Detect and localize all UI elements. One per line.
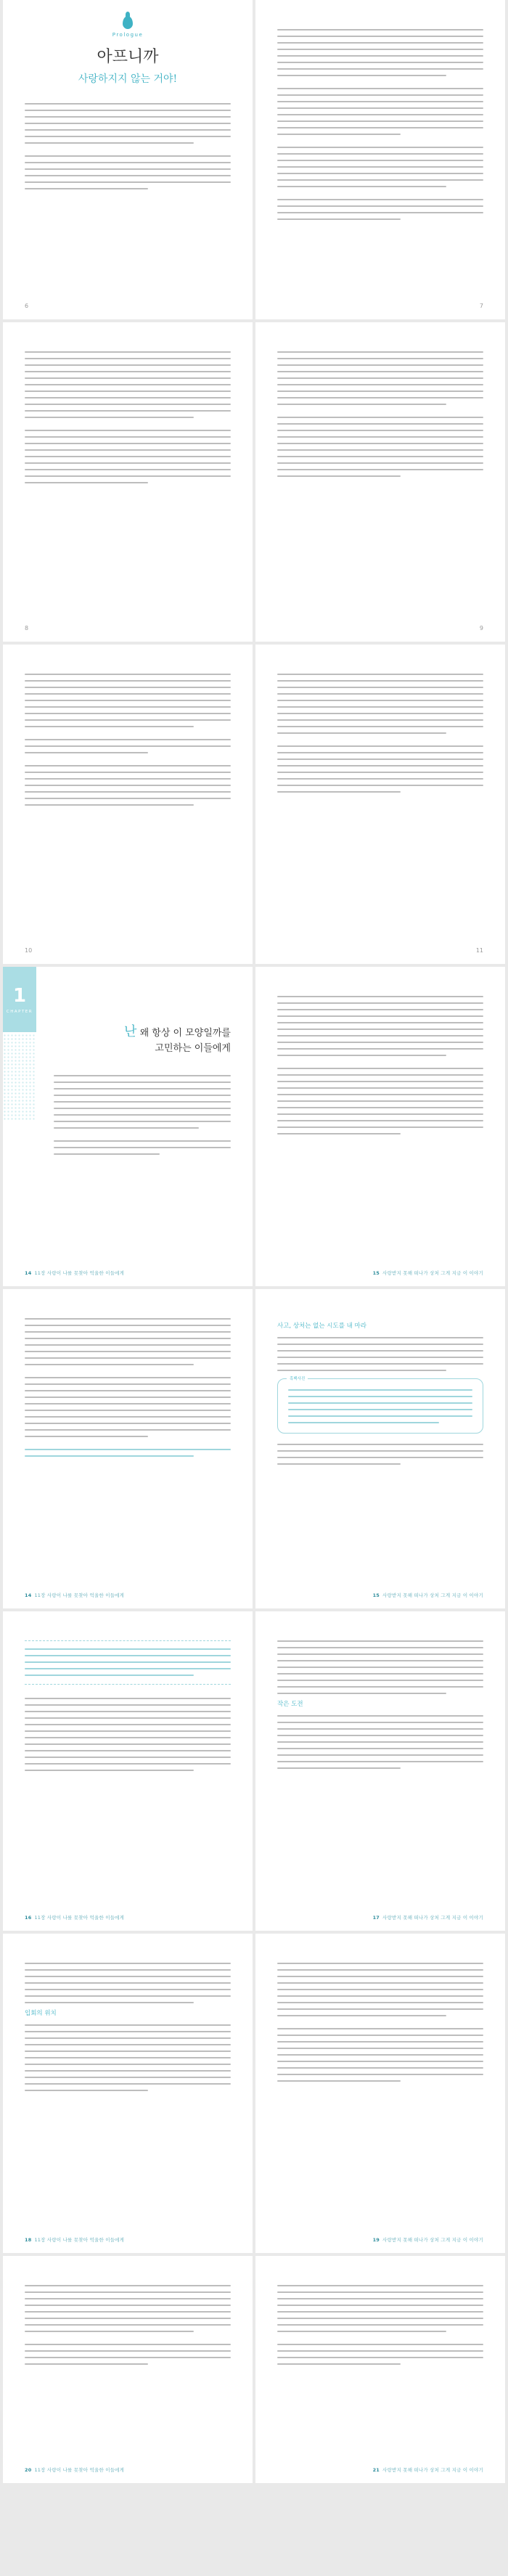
body-text (25, 2285, 231, 2365)
page-number: 10 (25, 947, 33, 954)
running-footer (25, 2466, 124, 2473)
section-heading: 입회의 위치 (25, 2010, 57, 2017)
page-right (255, 1611, 505, 1931)
quote-tag: 흑백사진 (287, 1375, 308, 1381)
page-right (255, 645, 505, 964)
page-left (3, 1934, 253, 2253)
pull-quote (25, 1640, 231, 1685)
running-page-number: 19 (372, 2237, 380, 2243)
spread-7 (0, 1934, 508, 2253)
chapter-title-line1: 왜 항상 이 모양일까를 (136, 1028, 231, 1039)
spread-5 (0, 1289, 508, 1608)
running-page-number: 20 (25, 2467, 32, 2473)
spread-3 (0, 645, 508, 964)
running-footer (373, 1269, 483, 1276)
running-footer (373, 2236, 483, 2243)
body-text (25, 351, 231, 483)
running-footer (373, 2466, 483, 2473)
chapter-title (25, 1022, 231, 1056)
running-page-number: 17 (372, 1915, 380, 1921)
chapter-dot-pattern (3, 1034, 36, 1121)
chapter-title-accent: 난 (124, 1024, 137, 1039)
page-right (255, 1289, 505, 1608)
body-text (277, 1715, 483, 1769)
body-text (277, 1337, 483, 1371)
page-right (255, 0, 505, 319)
running-footer (373, 1592, 483, 1598)
spread-4 (0, 967, 508, 1286)
running-page-number: 14 (25, 1592, 32, 1598)
running-page-number: 14 (25, 1270, 32, 1276)
body-text (25, 1963, 231, 2003)
running-footer (25, 1592, 124, 1598)
body-text (277, 674, 483, 793)
page-left (3, 1611, 253, 1931)
page-number: 8 (25, 625, 29, 631)
chapter-badge (3, 967, 36, 1032)
chapter-number: 1 (12, 985, 27, 1007)
body-text (277, 1963, 483, 2082)
page-left (3, 322, 253, 642)
prologue-header (25, 16, 231, 86)
body-text (277, 351, 483, 477)
running-footer (25, 2236, 124, 2243)
running-title: 11장 사랑이 나를 못찾아 억울한 이들에게 (34, 1592, 125, 1598)
water-drop-icon (123, 16, 133, 29)
page-left (3, 0, 253, 319)
page-number: 11 (475, 947, 483, 954)
spread-8 (0, 2256, 508, 2483)
page-number: 6 (25, 303, 29, 309)
running-title: 11장 사랑이 나를 못찾아 억울한 이들에게 (34, 1270, 125, 1276)
page-left-chapter-opener (3, 967, 253, 1286)
body-text (25, 674, 231, 806)
page-number: 7 (479, 303, 483, 309)
running-footer (25, 1269, 124, 1276)
page-right (255, 1934, 505, 2253)
page-number: 9 (479, 625, 483, 631)
quote-box (277, 1378, 483, 1434)
section-heading: 작은 도전 (277, 1701, 303, 1708)
running-page-number: 18 (25, 2237, 32, 2243)
page-right (255, 322, 505, 642)
prologue-subtitle: 사랑하지지 않는 거야! (78, 73, 178, 86)
running-title: 사랑받지 못해 떠나가 상처 그게 지금 이 이야기 (382, 1270, 483, 1276)
prologue-title: 아프니까 (97, 48, 159, 66)
page-right (255, 967, 505, 1286)
running-title: 11장 사랑이 나를 못찾아 억울한 이들에게 (34, 1915, 125, 1921)
running-title: 사랑받지 못해 떠나가 상처 그게 지금 이 이야기 (382, 2467, 483, 2473)
running-page-number: 16 (25, 1915, 32, 1921)
body-text (277, 1444, 483, 1465)
body-text (25, 1698, 231, 1771)
chapter-title-line2: 고민하는 이들에게 (155, 1043, 231, 1054)
spread-1 (0, 0, 508, 319)
prologue-label: Prologue (112, 32, 144, 38)
running-title: 사랑받지 못해 떠나가 상처 그게 지금 이 이야기 (382, 1915, 483, 1921)
chapter-word: CHAPTER (6, 1010, 33, 1014)
running-title: 사랑받지 못해 떠나가 상처 그게 지금 이 이야기 (382, 1592, 483, 1598)
running-title: 11장 사랑이 나를 못찾아 억울한 이들에게 (34, 2467, 125, 2473)
page-left (3, 1289, 253, 1608)
body-text (25, 103, 231, 189)
section-heading: 사고, 상처는 없는 시도를 내 마라 (277, 1322, 366, 1330)
running-title: 사랑받지 못해 떠나가 상처 그게 지금 이 이야기 (382, 2237, 483, 2243)
body-text (25, 1318, 231, 1457)
body-text (277, 1640, 483, 1694)
page-right (255, 2256, 505, 2483)
body-text (277, 996, 483, 1134)
body-text (54, 1075, 231, 1155)
spread-2 (0, 322, 508, 642)
running-page-number: 21 (372, 2467, 380, 2473)
running-footer (373, 1914, 483, 1921)
running-page-number: 15 (372, 1592, 380, 1598)
body-text (277, 2285, 483, 2365)
page-left (3, 2256, 253, 2483)
running-page-number: 15 (372, 1270, 380, 1276)
spread-6 (0, 1611, 508, 1931)
page-left (3, 645, 253, 964)
body-text (277, 29, 483, 220)
running-title: 11장 사랑이 나를 못찾아 억울한 이들에게 (34, 2237, 125, 2243)
running-footer (25, 1914, 124, 1921)
body-text (25, 2024, 231, 2091)
